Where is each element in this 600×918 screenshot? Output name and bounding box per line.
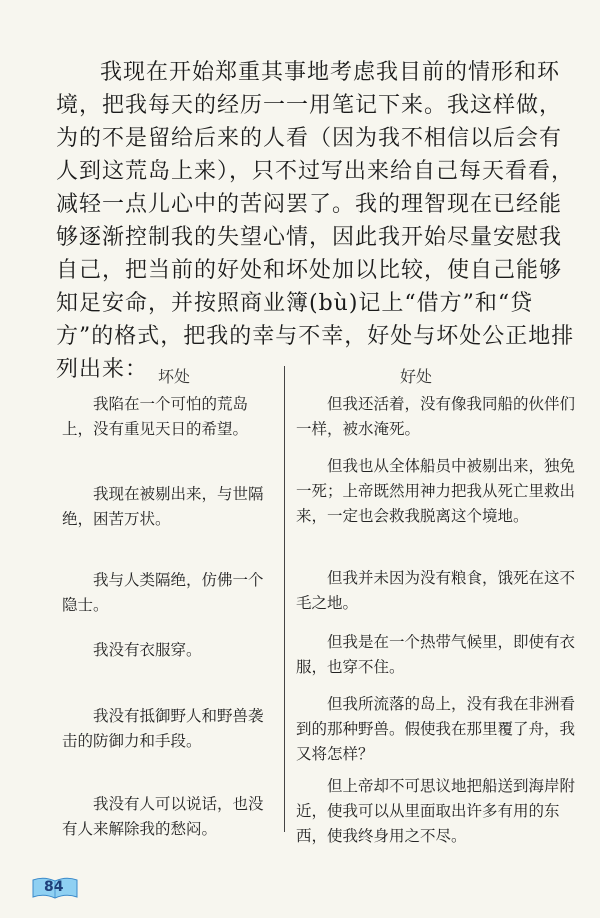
- cons-item-5: 我没有抵御野人和野兽袭击的防御力和手段。: [62, 707, 264, 750]
- cons-item-4: 我没有衣服穿。: [93, 641, 202, 659]
- pros-item-2: 但我也从全体船员中被剔出来，独免一死；上帝既然用神力把我从死亡里救出来，一定也会救我脱离这个境地。: [296, 457, 576, 525]
- cons-item-1: 我陷在一个可怕的荒岛上，没有重见天日的希望。: [62, 395, 249, 438]
- page-number-badge: [30, 876, 80, 900]
- pros-item-1: 但我还活着，没有像我同船的伙伴们一样，被水淹死。: [296, 395, 576, 438]
- pros-item-6: 但上帝却不可思议地把船送到海岸附近，使我可以从里面取出许多有用的东西，使我终身用之不尽。: [296, 777, 576, 845]
- page-number: 84: [44, 879, 64, 895]
- pros-item-4: 但我是在一个热带气候里，即使有衣服，也穿不住。: [296, 633, 576, 676]
- pros-item-3: 但我并未因为没有粮食，饿死在这不毛之地。: [296, 569, 576, 612]
- pros-cons-table: [60, 364, 580, 845]
- pros-item-5: 但我所流落的岛上，没有我在非洲看到的那种野兽。假使我在那里覆了舟，我又将怎样？: [296, 695, 576, 763]
- cons-header: 坏处: [158, 367, 191, 386]
- intro-paragraph: 我现在开始郑重其事地考虑我目前的情形和环境，把我每天的经历一一用笔记下来。我这样做，为的不是留给后来的人看（因为我不相信以后会有人到这荒岛上来），只不过写出来给自己每天看看，减轻一点儿心中的苦闷罢了。我的理智现在已经能够逐渐控制我的失望心情，因此我开始尽量安慰我自己，把当前的好处和坏处加以比较，使自己能够知足安命，并按照商业簿(bù)记上“借方”和“贷方”的格式，把我的幸与不幸，好处与坏处公正地排列出来：: [56, 60, 575, 382]
- pros-header: 好处: [400, 367, 433, 386]
- cons-item-3: 我与人类隔绝，仿佛一个隐士。: [62, 571, 264, 614]
- column-divider: [284, 366, 285, 832]
- cons-item-6: 我没有人可以说话，也没有人来解除我的愁闷。: [62, 795, 264, 838]
- cons-item-2: 我现在被剔出来，与世隔绝，困苦万状。: [62, 485, 264, 528]
